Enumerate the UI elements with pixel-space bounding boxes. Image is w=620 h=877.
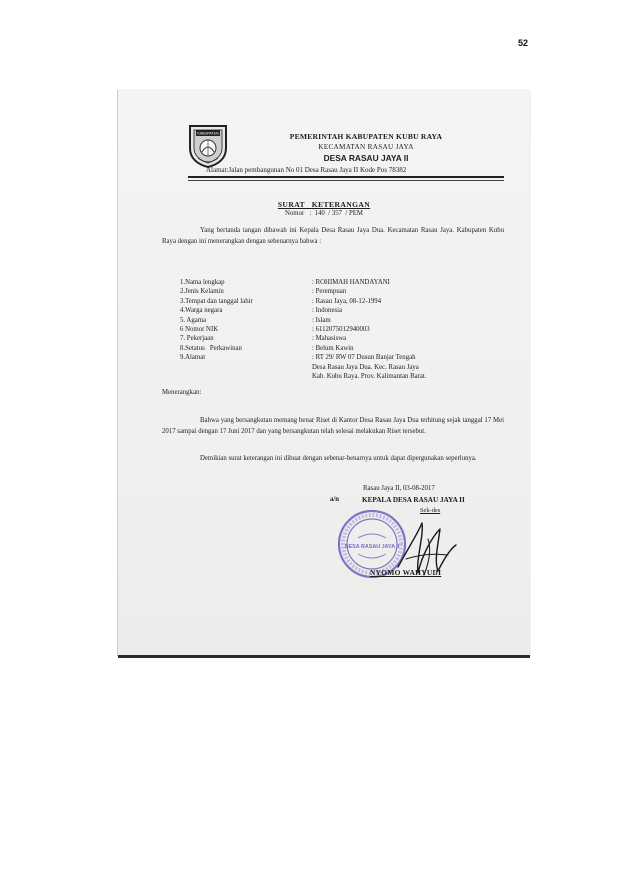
field-value: : Indonesia xyxy=(312,307,343,315)
field-value: : Perempuan xyxy=(312,288,347,296)
field-label: 4.Warga negara xyxy=(180,307,223,315)
body-paragraph: Bahwa yang bersangkutan memang benar Riset di Kantor Desa Rasau Jaya Dua terhitung sejak tanggal 17 Mei 2017 sampai dengan 17 Juni 2017 dan yang bersangkutan telah selesai melakukan Riset tersebut. xyxy=(162,417,504,435)
field-label: 7. Pekerjaan xyxy=(180,335,214,343)
declaration-heading: Menerangkan: xyxy=(162,389,202,396)
field-label: 2.Jenis Kelamin xyxy=(180,288,224,296)
address-line: Desa Rasau Jaya Dua. Kec. Rasau Jaya xyxy=(312,363,419,371)
address-line: Kab. Kubu Raya. Prov. Kalimantan Barat. xyxy=(312,372,427,380)
field-row-birth xyxy=(180,297,510,306)
signatory-role: KEPALA DESA RASAU JAYA II xyxy=(362,496,465,504)
letterhead-address: Alamat:Jalan pembangunan No 01 Desa Rasau Jaya II Kode Pos 78382 xyxy=(206,166,407,174)
field-label: 6 Nomor NIK xyxy=(180,325,219,333)
field-value: : Belum Kawin xyxy=(312,344,354,352)
field-row-gender xyxy=(180,287,510,296)
stamp-label: DESA RASAU JAYA II xyxy=(344,544,400,550)
field-row-nik xyxy=(180,325,510,334)
field-value: : Mahasiswa xyxy=(312,335,347,343)
letterhead-divider xyxy=(188,176,504,178)
field-row-religion xyxy=(180,316,510,325)
field-value: : Islam xyxy=(312,316,331,324)
intro-paragraph: Yang bertanda tangan dibawah ini Kepala Desa Rasau Jaya Dua. Kecamatan Rasau Jaya. Kabupaten Kubu Raya dengan ini menerangkan dengan sebenarnya bahwa : xyxy=(162,227,504,245)
scanned-letter xyxy=(118,90,530,656)
field-value: : 6112075012940003 xyxy=(312,325,370,333)
field-value: : Rasau Jaya, 08-12-1994 xyxy=(312,297,382,305)
on-behalf-label: a/n xyxy=(330,496,340,503)
field-row-address xyxy=(180,353,510,362)
place-date: Rasau Jaya II, 03-08-2017 xyxy=(363,485,435,492)
field-row-occupation xyxy=(180,334,510,343)
identity-fields xyxy=(180,278,510,381)
regency-emblem-icon xyxy=(186,122,230,168)
field-row-name xyxy=(180,278,510,287)
emblem-label: KABUPATEN xyxy=(197,131,219,136)
page-number: 52 xyxy=(517,38,528,48)
field-label: 9.Alamat xyxy=(180,354,206,362)
signatory-subtitle: Sek-des xyxy=(420,507,441,514)
field-label: 8.Setatus Perkawinan xyxy=(180,344,242,352)
letterhead-district: KECAMATAN RASAU JAYA xyxy=(318,143,414,151)
signatory-name: NYOMO WAHYUDI xyxy=(370,568,442,577)
document-number: Nomor : 140 / 357 / PEM xyxy=(285,210,363,217)
field-label: 1.Nama lengkap xyxy=(180,279,225,286)
letterhead xyxy=(236,132,496,163)
closing-paragraph: Demikian surat keterangan ini dibuat dengan sebenar-benarnya untuk dapat dipergunakan seperlunya. xyxy=(200,455,477,462)
field-row-citizenship xyxy=(180,306,510,315)
field-value: : ROHIMAH HANDAYANI xyxy=(312,279,390,286)
field-row-marital xyxy=(180,344,510,353)
letterhead-divider-thin xyxy=(188,180,504,181)
letterhead-village: DESA RASAU JAYA II xyxy=(323,153,409,163)
field-label: 3.Tempat dan tanggal lahir xyxy=(180,297,253,305)
letterhead-government: PEMERINTAH KABUPATEN KUBU RAYA xyxy=(289,132,443,141)
scan-bottom-edge xyxy=(118,655,530,658)
field-label: 5. Agama xyxy=(180,316,207,324)
field-value: : RT 29/ RW 07 Dusun Banjar Tengah xyxy=(312,354,416,362)
document-title: SURAT KETERANGAN xyxy=(277,200,371,209)
scan-edge xyxy=(117,90,118,656)
